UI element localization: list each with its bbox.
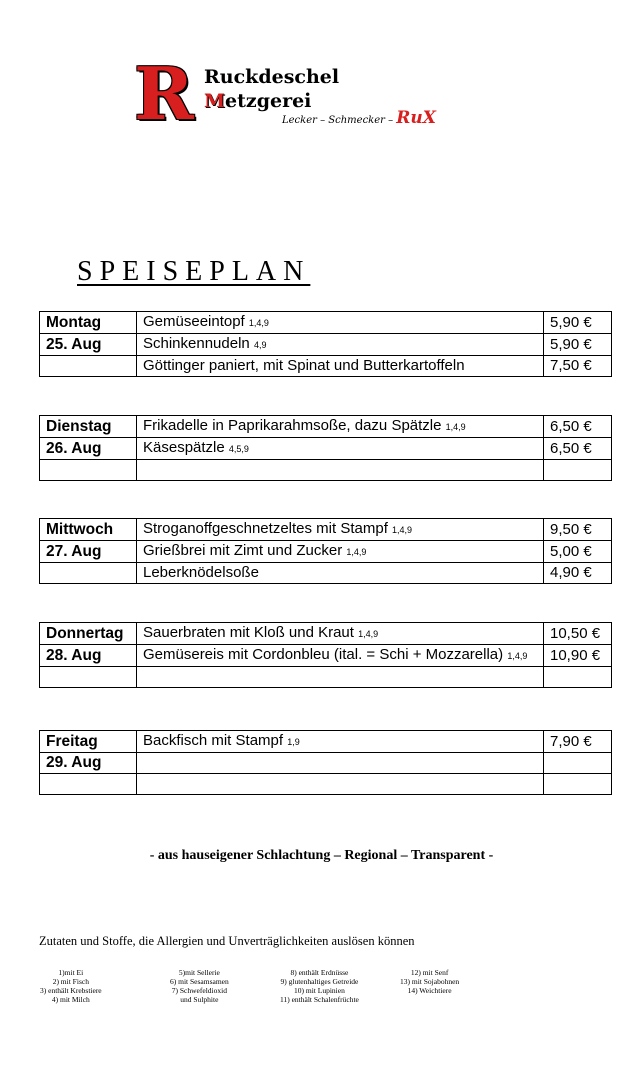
dish-name: Schinkennudeln (143, 335, 250, 352)
day-date: 28. Aug (40, 645, 137, 667)
empty-cell (40, 356, 137, 377)
dish-price: 10,50 € (544, 623, 612, 645)
dish-cell (137, 541, 544, 563)
dish-price: 5,00 € (544, 541, 612, 563)
allergen-item: 13) mit Sojabohnen (400, 977, 460, 986)
day-date: 25. Aug (40, 334, 137, 356)
dish-name: Gemüsereis mit Cordonbleu (ital. = Schi + Mozzarella) (143, 646, 504, 663)
allergen-heading: Zutaten und Stoffe, die Allergien und Unverträglichkeiten auslösen können (39, 934, 415, 948)
menu-row (40, 416, 612, 438)
allergen-item: 10) mit Lupinien (294, 986, 345, 995)
allergen-item: 2) mit Fisch (52, 977, 89, 986)
dish-cell (137, 645, 544, 667)
day-date: 26. Aug (40, 438, 137, 460)
dish-cell (137, 519, 544, 541)
dish-cell (137, 563, 544, 584)
allergen-column (170, 968, 229, 1004)
dish-allergens: 4,9 (253, 340, 267, 350)
empty-cell (40, 460, 137, 481)
logo (132, 51, 452, 142)
dish-price (544, 774, 612, 795)
dish-name: Frikadelle in Paprikarahmsoße, dazu Spätzle (143, 417, 442, 434)
allergen-item: 9) glutenhaltiges Getreide (280, 977, 359, 986)
logo-line2-initial: M (204, 90, 226, 112)
day-table (39, 730, 612, 795)
menu-row (40, 460, 612, 481)
dish-cell (137, 774, 544, 795)
logo-line2-rest: etzgerei (225, 90, 312, 112)
dish-price: 6,50 € (544, 438, 612, 460)
dish-cell (137, 460, 544, 481)
dish-cell (137, 356, 544, 377)
dish-price: 10,90 € (544, 645, 612, 667)
dish-name: Backfisch mit Stampf (143, 732, 284, 749)
day-date: 27. Aug (40, 541, 137, 563)
dish-price: 6,50 € (544, 416, 612, 438)
page-title: SPEISEPLAN (77, 256, 311, 287)
slogan: - aus hauseigener Schlachtung – Regional – Transparent - (149, 848, 494, 863)
dish-cell (137, 731, 544, 753)
dish-price (544, 667, 612, 688)
dish-price: 7,90 € (544, 731, 612, 753)
allergen-column (400, 968, 459, 995)
day-name: Mittwoch (40, 519, 137, 541)
day-name: Dienstag (40, 416, 137, 438)
day-table (39, 415, 612, 481)
menu-row (40, 519, 612, 541)
day-date: 29. Aug (40, 753, 137, 774)
dish-allergens: 1,4,9 (392, 525, 413, 535)
dish-allergens: 1,9 (287, 737, 300, 747)
menu-row (40, 438, 612, 460)
dish-name: Sauerbraten mit Kloß und Kraut (143, 624, 354, 641)
allergen-item: und Sulphite (180, 995, 219, 1004)
dish-cell (137, 623, 544, 645)
dish-cell (137, 438, 544, 460)
dish-price: 5,90 € (544, 334, 612, 356)
dish-allergens: 1,4,9 (445, 422, 466, 432)
dish-name: Käsespätzle (143, 439, 225, 456)
dish-price: 5,90 € (544, 312, 612, 334)
allergen-column (40, 968, 102, 1004)
allergen-item: 11) enthält Schalenfrüchte (280, 995, 359, 1004)
day-name: Freitag (40, 731, 137, 753)
dish-allergens: 1,4,9 (507, 651, 528, 661)
dish-name: Gemüseeintopf (143, 313, 245, 330)
allergen-column (280, 968, 359, 1004)
allergen-item: 3) enthält Krebstiere (40, 986, 102, 995)
dish-allergens: 4,5,9 (228, 444, 249, 454)
menu-row (40, 334, 612, 356)
dish-cell (137, 667, 544, 688)
allergen-item: 6) mit Sesamsamen (170, 977, 229, 986)
dish-price (544, 460, 612, 481)
allergen-item: 4) mit Milch (51, 995, 90, 1004)
menu-row (40, 753, 612, 774)
menu-row (40, 356, 612, 377)
empty-cell (40, 774, 137, 795)
logo-tagline (282, 108, 436, 128)
menu-row (40, 563, 612, 584)
day-table (39, 622, 612, 688)
logo-name-line1: Ruckdeschel (204, 66, 340, 88)
menu-row (40, 774, 612, 795)
dish-cell (137, 312, 544, 334)
allergen-item: 12) mit Senf (410, 968, 449, 977)
dish-name: Leberknödelsoße (143, 564, 259, 581)
dish-cell (137, 416, 544, 438)
tagline-brand: RuX (396, 108, 436, 128)
menu-row (40, 312, 612, 334)
dish-allergens: 1,4,9 (358, 629, 379, 639)
dish-price: 7,50 € (544, 356, 612, 377)
menu-row (40, 667, 612, 688)
menu-row (40, 541, 612, 563)
day-table (39, 311, 612, 377)
empty-cell (40, 667, 137, 688)
allergen-item: 1)mit Ei (58, 968, 84, 977)
allergen-item: 7) Schwefeldioxid (171, 986, 227, 995)
tagline-text: Lecker – Schmecker – (282, 115, 394, 126)
dish-name: Göttinger paniert, mit Spinat und Butterkartoffeln (143, 357, 465, 374)
menu-row (40, 645, 612, 667)
allergen-legend (40, 968, 580, 1018)
dish-allergens: 1,4,9 (346, 547, 367, 557)
dish-name: Stroganoffgeschnetzeltes mit Stampf (143, 520, 388, 537)
allergen-item: 5)mit Sellerie (178, 968, 220, 977)
day-name: Donnertag (40, 623, 137, 645)
dish-cell (137, 334, 544, 356)
menu-row (40, 731, 612, 753)
dish-allergens: 1,4,9 (248, 318, 269, 328)
dish-price (544, 753, 612, 774)
logo-initial: R (134, 51, 192, 136)
dish-price: 4,90 € (544, 563, 612, 584)
day-name: Montag (40, 312, 137, 334)
menu-row (40, 623, 612, 645)
day-table (39, 518, 612, 584)
allergen-item: 8) enthält Erdnüsse (290, 968, 349, 977)
allergen-item: 14) Weichtiere (407, 986, 452, 995)
dish-cell (137, 753, 544, 774)
empty-cell (40, 563, 137, 584)
dish-name: Grießbrei mit Zimt und Zucker (143, 542, 343, 559)
dish-price: 9,50 € (544, 519, 612, 541)
